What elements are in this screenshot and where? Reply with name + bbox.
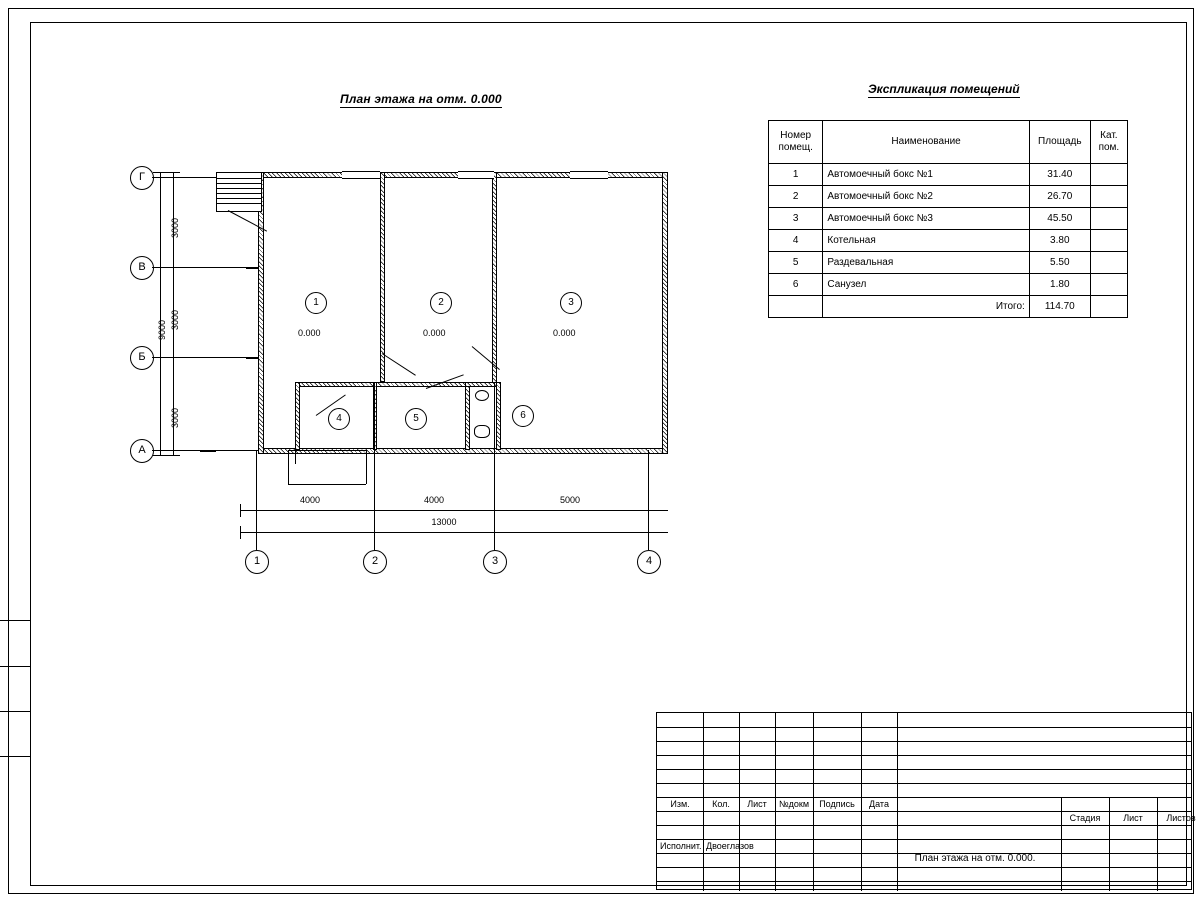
cell-name: Автомоечный бокс №3	[823, 208, 1029, 230]
cell-category	[1090, 186, 1127, 208]
axis-bubble-1: 1	[245, 550, 269, 574]
stamp-column-podpis: Подпись	[819, 799, 855, 809]
axis-bubble-4: 4	[637, 550, 661, 574]
stamp-column-kol: Кол.	[712, 799, 730, 809]
stamp-document-title: План этажа на отм. 0.000.	[914, 853, 1036, 864]
cell-category	[1090, 164, 1127, 186]
stamp-sheets-label: Листов	[1166, 813, 1196, 823]
cell-area: 31.40	[1029, 164, 1090, 186]
table-row	[769, 186, 1128, 208]
cell-area: 45.50	[1029, 208, 1090, 230]
axis-arrow-a	[200, 450, 216, 452]
cell-name: Раздевальная	[823, 252, 1029, 274]
cell-number: 2	[769, 186, 823, 208]
stamp-stage-label: Стадия	[1069, 813, 1101, 823]
room-number-1: 1	[305, 292, 327, 314]
grid-line-4	[648, 450, 649, 550]
grid-line-2	[374, 382, 375, 550]
column-header-category: Кат. пом.	[1090, 121, 1127, 164]
table-row	[769, 164, 1128, 186]
cell-name: Котельная	[823, 230, 1029, 252]
room-number-3: 3	[560, 292, 582, 314]
dim-vertical-2: 3000	[170, 309, 180, 330]
sink-fixture	[475, 390, 489, 401]
door-swing-line-1	[288, 450, 289, 484]
wall-inner-top	[295, 382, 470, 387]
dim-tick	[166, 357, 180, 358]
cell-number: 6	[769, 274, 823, 296]
door-opening-bottom	[288, 450, 366, 451]
total-area: 114.70	[1029, 296, 1090, 318]
door-swing-line-2	[288, 484, 366, 485]
wall-inner-right	[465, 382, 470, 450]
plan-title	[340, 92, 502, 106]
cell-category	[1090, 252, 1127, 274]
cell-category	[1090, 208, 1127, 230]
room-number-5: 5	[405, 408, 427, 430]
opening-top-1-edge	[342, 171, 380, 172]
cell-number: 4	[769, 230, 823, 252]
dim-tick	[166, 172, 180, 173]
dim-line-horizontal-inner	[240, 510, 668, 511]
table-row	[769, 208, 1128, 230]
dim-tick	[166, 455, 180, 456]
dim-vertical-1: 3000	[170, 217, 180, 238]
floor-plan	[120, 150, 720, 590]
dim-vertical-total: 9000	[157, 319, 167, 340]
toilet-fixture	[474, 425, 490, 438]
wall-exterior-bottom	[258, 448, 668, 454]
stamp-column-data: Дата	[869, 799, 889, 809]
table-total-row	[769, 296, 1128, 318]
wall-exterior-left	[258, 172, 264, 454]
plan-title-text: План этажа на отм. 0.000	[340, 92, 502, 106]
total-label: Итого:	[823, 296, 1029, 318]
axis-bubble-b: Б	[130, 346, 154, 370]
dim-tick	[240, 504, 241, 517]
table-header-row	[769, 121, 1128, 164]
opening-top-1-edge2	[342, 178, 380, 179]
stamp-performer-label: Исполнит.	[660, 841, 702, 851]
explication-title	[868, 82, 1020, 96]
wall-wc-right	[496, 382, 501, 450]
stamp-column-izm: Изм.	[670, 799, 690, 809]
wall-inner-left	[295, 382, 300, 450]
stair-block	[216, 172, 262, 212]
cell-empty	[769, 296, 823, 318]
stamp-sheet-label: Лист	[1123, 813, 1143, 823]
grid-line-1	[256, 450, 257, 550]
opening-top-2-edge	[458, 171, 494, 172]
leader-room-5	[382, 353, 416, 376]
axis-bubble-v: В	[130, 256, 154, 280]
opening-top-2-edge2	[458, 178, 494, 179]
table-row	[769, 230, 1128, 252]
column-header-area: Площадь	[1029, 121, 1090, 164]
axis-bubble-3: 3	[483, 550, 507, 574]
dim-vertical-3: 3000	[170, 407, 180, 428]
cell-category	[1090, 230, 1127, 252]
cell-empty	[1090, 296, 1127, 318]
axis-bubble-2: 2	[363, 550, 387, 574]
column-header-name: Наименование	[823, 121, 1029, 164]
room-level-1: 0.000	[298, 328, 321, 338]
opening-top-3-edge2	[570, 178, 608, 179]
cell-area: 5.50	[1029, 252, 1090, 274]
dim-horizontal-total: 13000	[431, 517, 457, 527]
dim-tick	[153, 455, 167, 456]
title-block	[656, 712, 1196, 890]
cell-area: 26.70	[1029, 186, 1090, 208]
cell-area: 3.80	[1029, 230, 1090, 252]
axis-bubble-g: Г	[130, 166, 154, 190]
dim-horizontal-2: 4000	[423, 495, 445, 505]
stamp-column-ndok: №докм	[778, 799, 810, 809]
table-row	[769, 252, 1128, 274]
stamp-column-list: Лист	[747, 799, 767, 809]
cell-area: 1.80	[1029, 274, 1090, 296]
wall-partition-1-2	[380, 172, 385, 382]
room-number-4: 4	[328, 408, 350, 430]
explication-title-text: Экспликация помещений	[868, 82, 1020, 96]
table-row	[769, 274, 1128, 296]
grid-line-3	[494, 382, 495, 550]
wall-partition-2-3	[492, 172, 497, 384]
room-level-2: 0.000	[423, 328, 446, 338]
door-leaf	[295, 450, 296, 464]
axis-bubble-a: А	[130, 439, 154, 463]
room-level-3: 0.000	[553, 328, 576, 338]
room-number-6: 6	[512, 405, 534, 427]
dim-line-horizontal-outer	[240, 532, 668, 533]
door-swing-line-3	[366, 450, 367, 484]
cell-number: 1	[769, 164, 823, 186]
wall-exterior-right	[662, 172, 668, 454]
cell-name: Автомоечный бокс №2	[823, 186, 1029, 208]
sheet-left-margin-blocks	[0, 620, 31, 886]
cell-number: 5	[769, 252, 823, 274]
stamp-performer-name: Двоеглазов	[706, 841, 754, 851]
column-header-number: Номер помещ.	[769, 121, 823, 164]
dim-tick	[166, 267, 180, 268]
room-number-2: 2	[430, 292, 452, 314]
dim-line-vertical-outer	[160, 172, 161, 455]
dim-horizontal-3: 5000	[559, 495, 581, 505]
explication-table-body	[769, 164, 1128, 318]
dim-tick	[240, 526, 241, 539]
cell-number: 3	[769, 208, 823, 230]
dim-tick	[153, 172, 167, 173]
dim-horizontal-1: 4000	[299, 495, 321, 505]
explication-table-head	[769, 121, 1128, 164]
cell-category	[1090, 274, 1127, 296]
cell-name: Автомоечный бокс №1	[823, 164, 1029, 186]
cell-name: Санузел	[823, 274, 1029, 296]
opening-top-3-edge	[570, 171, 608, 172]
explication-table	[768, 120, 1128, 318]
